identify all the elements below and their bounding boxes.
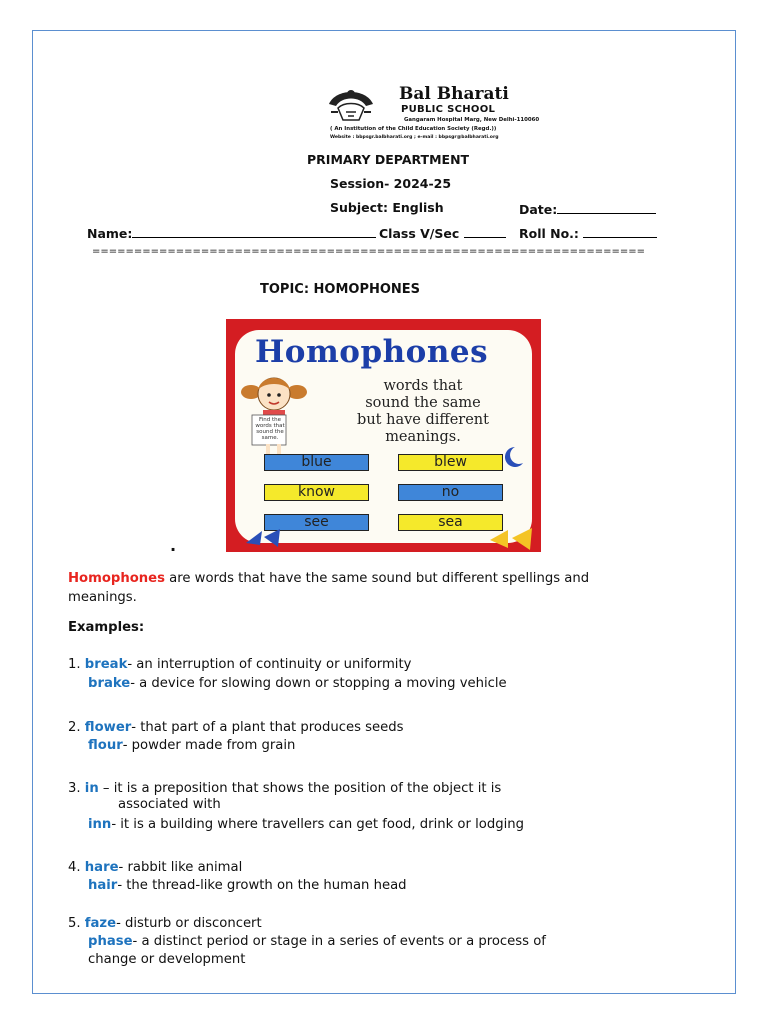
word-card-no: no: [398, 484, 503, 501]
school-name: Bal Bharati: [399, 84, 509, 104]
example-4-line-2: [88, 878, 407, 893]
class-field: [379, 224, 506, 241]
example-word: hair: [88, 878, 118, 893]
example-2-line-1: [68, 720, 403, 735]
example-4-line-1: [68, 860, 242, 875]
poster-caption-line: but have different: [357, 412, 489, 428]
class-label: Class V/Sec: [379, 226, 460, 241]
roll-field: [519, 224, 657, 241]
poster-caption-line: meanings.: [385, 429, 461, 445]
date-blank: [557, 200, 656, 214]
word-card-know: know: [264, 484, 369, 501]
example-word: break: [84, 657, 128, 672]
example-3-line-1b: associated with: [118, 797, 221, 812]
school-institution: ( An Institution of the Child Education Society (Regd.)): [330, 126, 497, 132]
example-definition: - the thread-like growth on the human head: [117, 878, 407, 893]
girl-card-text: [253, 417, 287, 441]
name-label: Name:: [87, 226, 133, 241]
example-definition: - disturb or disconcert: [116, 916, 262, 931]
date-label: Date:: [519, 202, 558, 217]
school-contact: Website : bbpsgr.balbharati.org ; e-mail : bbpsgr@balbharati.org: [330, 135, 499, 140]
example-word: brake: [88, 676, 131, 691]
example-word: faze: [84, 916, 117, 931]
yellow-bow-icon: [488, 526, 534, 552]
example-word: inn: [88, 817, 112, 832]
definition-line-2: meanings.: [68, 590, 137, 605]
topic-title: TOPIC: HOMOPHONES: [260, 282, 421, 297]
example-definition: - a distinct period or stage in a series of events or a process of: [132, 934, 546, 949]
example-1-line-2: [88, 676, 507, 691]
example-word: phase: [88, 934, 133, 949]
poster-board: [235, 330, 532, 543]
subject-label: Subject: English: [330, 200, 444, 215]
example-word: flour: [88, 738, 123, 753]
example-number: 3.: [68, 781, 81, 796]
moon-icon: [501, 445, 525, 469]
definition-term: Homophones: [68, 571, 165, 586]
example-5-line-1: [68, 916, 262, 931]
date-field: [519, 200, 656, 217]
example-number: 1.: [68, 657, 81, 672]
school-subtitle: PUBLIC SCHOOL: [401, 104, 496, 115]
example-definition: - an interruption of continuity or uniformity: [127, 657, 412, 672]
example-3-line-2: [88, 817, 524, 832]
name-blank: [132, 224, 376, 238]
separator-line: ==================================================================: [92, 246, 646, 257]
word-card-sea: sea: [398, 514, 503, 531]
department-title: PRIMARY DEPARTMENT: [307, 152, 470, 167]
name-field: [87, 224, 376, 241]
roll-label: Roll No.:: [519, 226, 579, 241]
example-word: flower: [84, 720, 132, 735]
example-word: in: [84, 781, 99, 796]
definition-line-1: [68, 571, 589, 586]
example-definition: - rabbit like animal: [118, 860, 243, 875]
girl-card-line: same.: [261, 435, 279, 441]
example-definition: – it is a preposition that shows the position of the object it is: [98, 781, 502, 796]
bullet-dot: .: [170, 536, 177, 555]
poster-title: Homophones: [255, 334, 489, 370]
example-number: 4.: [68, 860, 81, 875]
example-definition: - it is a building where travellers can get food, drink or lodging: [111, 817, 524, 832]
word-card-see: see: [264, 514, 369, 531]
example-5-line-2: [88, 934, 546, 949]
example-1-line-1: [68, 657, 411, 672]
example-3-line-1: [68, 781, 501, 796]
homophones-poster: [226, 319, 541, 552]
example-2-line-2: [88, 738, 295, 753]
example-definition: - a device for slowing down or stopping a moving vehicle: [130, 676, 507, 691]
word-card-blew: blew: [398, 454, 503, 471]
example-definition: - powder made from grain: [122, 738, 296, 753]
definition-text: are words that have the same sound but different spellings and: [164, 571, 590, 586]
girl-card-line: Find the: [258, 417, 282, 423]
examples-heading: Examples:: [68, 620, 145, 635]
example-word: hare: [84, 860, 119, 875]
example-definition: - that part of a plant that produces seeds: [131, 720, 404, 735]
poster-caption: [323, 378, 523, 446]
example-5-line-2b: change or development: [88, 952, 246, 967]
class-blank: [464, 224, 506, 238]
session-label: Session- 2024-25: [330, 176, 452, 191]
poster-caption-line: sound the same: [365, 395, 481, 411]
school-address: Gangaram Hospital Marg, New Delhi-110060: [404, 117, 540, 123]
girl-card-line: sound the: [256, 429, 284, 435]
poster-caption-line: words that: [383, 378, 463, 394]
example-number: 5.: [68, 916, 81, 931]
roll-blank: [583, 224, 657, 238]
girl-card-line: words that: [255, 423, 285, 429]
word-card-blue: blue: [264, 454, 369, 471]
example-number: 2.: [68, 720, 81, 735]
school-emblem-icon: [326, 82, 376, 126]
blue-bow-icon: [244, 523, 284, 551]
